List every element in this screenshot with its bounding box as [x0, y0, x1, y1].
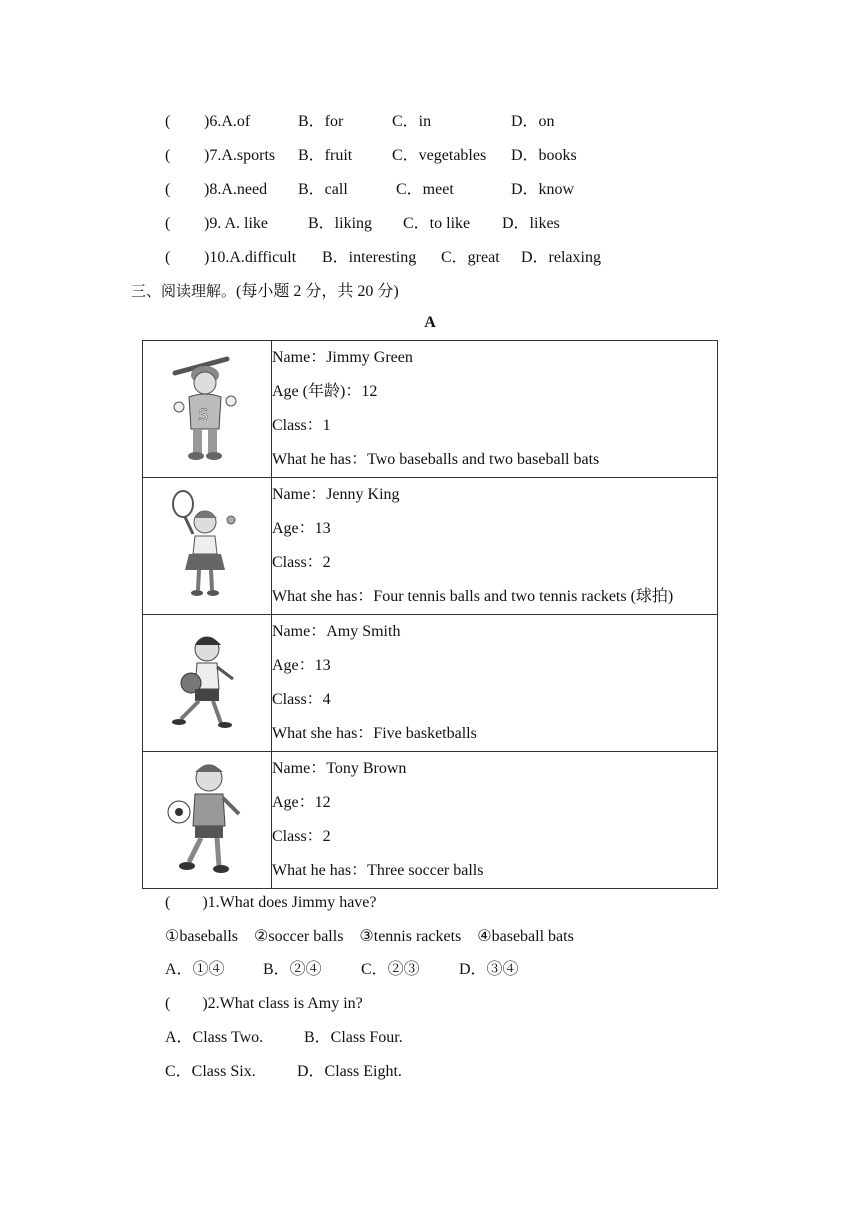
- question-2-option-a: A．Class Two.: [165, 1029, 264, 1046]
- section-note: (每小题 2 分，共 20 分): [236, 283, 399, 300]
- student-age: Age (年龄)：12: [272, 383, 378, 400]
- answer-paren: (: [165, 147, 171, 164]
- option-b: B．liking: [308, 215, 373, 232]
- option-d: D．relaxing: [521, 249, 601, 266]
- option-a: )6.A.of: [204, 113, 251, 130]
- question-2-option-c: C．Class Six.: [165, 1063, 256, 1080]
- basketball-girl-icon: [165, 627, 245, 737]
- picture-cell: [143, 341, 272, 478]
- question-1-option-c: C．②③: [361, 961, 420, 978]
- cloze-item: [0, 178, 860, 202]
- student-has: What she has：Five basketballs: [272, 725, 477, 742]
- option-d: D．books: [511, 147, 577, 164]
- student-name: Name：Tony Brown: [272, 760, 407, 777]
- info-cell: [272, 615, 718, 752]
- student-age: Age：12: [272, 794, 331, 811]
- section-title: 三、阅读理解。: [131, 282, 237, 300]
- picture-cell: [143, 615, 272, 752]
- answer-paren: (: [165, 181, 171, 198]
- option-c: C．vegetables: [392, 147, 487, 164]
- student-age: Age：13: [272, 657, 331, 674]
- option-d: D．know: [511, 181, 575, 198]
- option-b: B．interesting: [322, 249, 417, 266]
- option-c: C．in: [392, 113, 432, 130]
- option-b: B．fruit: [298, 147, 353, 164]
- question-1-option-d: D．③④: [459, 961, 519, 978]
- cloze-item: [0, 212, 860, 236]
- option-c: C．meet: [396, 181, 454, 198]
- picture-cell: [143, 478, 272, 615]
- option-a: )10.A.difficult: [204, 249, 297, 266]
- cloze-item: [0, 144, 860, 168]
- question-1-option-a: A．①④: [165, 961, 225, 978]
- option-b: B．call: [298, 181, 348, 198]
- student-class: Class：4: [272, 691, 331, 708]
- cloze-item: [0, 246, 860, 270]
- question-2-option-b: B．Class Four.: [304, 1029, 403, 1046]
- student-class: Class：2: [272, 828, 331, 845]
- option-c: C．great: [441, 249, 500, 266]
- table-row: [143, 341, 718, 478]
- tennis-girl-icon: [165, 490, 245, 600]
- section-heading: [131, 279, 399, 303]
- info-cell: [272, 341, 718, 478]
- student-has: What he has：Two baseballs and two baseball bats: [272, 451, 600, 468]
- option-d: D．likes: [502, 215, 560, 232]
- student-has: What she has：Four tennis balls and two tennis rackets (球拍): [272, 588, 674, 605]
- student-info-table: [142, 340, 718, 889]
- student-class: Class：1: [272, 417, 331, 434]
- answer-paren: (: [165, 249, 171, 266]
- cloze-item: [0, 110, 860, 134]
- question-2-option-d: D．Class Eight.: [297, 1063, 402, 1080]
- answer-paren: (: [165, 113, 171, 130]
- answer-paren: (: [165, 215, 171, 232]
- question-2-stem: ( )2.What class is Amy in?: [165, 995, 363, 1012]
- soccer-boy-icon: [163, 758, 247, 878]
- table-row: [143, 752, 718, 889]
- info-cell: [272, 752, 718, 889]
- student-has: What he has：Three soccer balls: [272, 862, 484, 879]
- table-row: [143, 615, 718, 752]
- baseball-boy-icon: [165, 353, 245, 463]
- student-name: Name：Jenny King: [272, 486, 400, 503]
- picture-cell: [143, 752, 272, 889]
- info-cell: [272, 478, 718, 615]
- student-name: Name：Jimmy Green: [272, 349, 413, 366]
- student-name: Name：Amy Smith: [272, 623, 401, 640]
- question-1-items: ①baseballs ②soccer balls ③tennis rackets ④baseball bats: [165, 928, 574, 945]
- question-1-option-b: B．②④: [263, 961, 322, 978]
- passage-label: A: [424, 314, 436, 331]
- question-1-stem: ( )1.What does Jimmy have?: [165, 894, 377, 911]
- option-d: D．on: [511, 113, 555, 130]
- option-a: )8.A.need: [204, 181, 268, 198]
- student-age: Age：13: [272, 520, 331, 537]
- option-a: )7.A.sports: [204, 147, 276, 164]
- svg-text:S: S: [198, 405, 209, 424]
- option-a: )9. A. like: [204, 215, 268, 232]
- option-b: B．for: [298, 113, 344, 130]
- option-c: C．to like: [403, 215, 471, 232]
- table-row: [143, 478, 718, 615]
- student-class: Class：2: [272, 554, 331, 571]
